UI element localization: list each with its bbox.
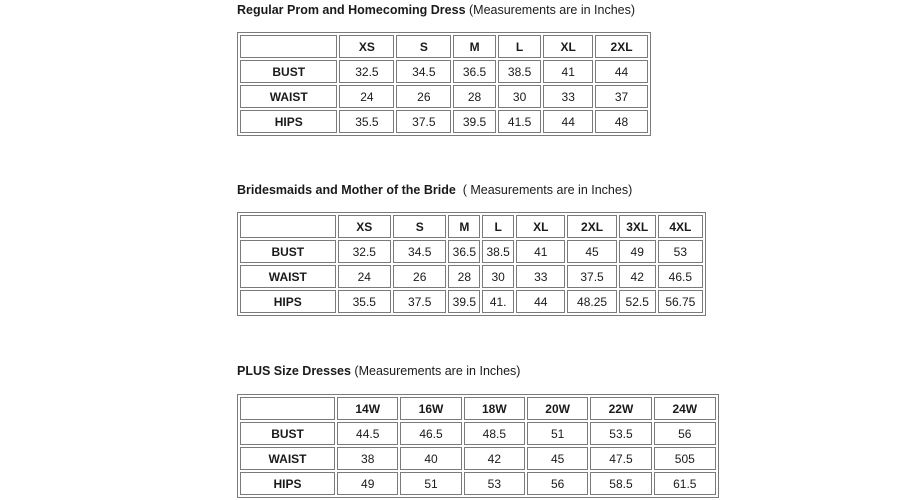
table-cell: 53	[464, 472, 525, 495]
table-row	[240, 85, 648, 108]
table-cell: 61.5	[654, 472, 716, 495]
size-header: XL	[543, 35, 593, 58]
size-header: 18W	[464, 397, 525, 420]
table-cell: 41.5	[498, 110, 542, 133]
size-chart-plus	[237, 394, 719, 498]
corner-cell	[240, 35, 337, 58]
table-cell: 46.5	[658, 265, 703, 288]
size-header: 3XL	[619, 215, 656, 238]
table-cell: 37.5	[567, 265, 616, 288]
table-cell: 58.5	[590, 472, 651, 495]
size-header: M	[453, 35, 496, 58]
table-cell: 36.5	[453, 60, 496, 83]
table-cell: 44	[543, 110, 593, 133]
table-row	[240, 447, 716, 470]
row-label: WAIST	[240, 265, 336, 288]
table-cell: 53	[658, 240, 703, 263]
table-cell: 49	[619, 240, 656, 263]
table-cell: 48.25	[567, 290, 616, 313]
table-cell: 32.5	[338, 240, 391, 263]
table-cell: 48.5	[464, 422, 525, 445]
table-cell: 52.5	[619, 290, 656, 313]
size-header: 24W	[654, 397, 716, 420]
size-header: L	[482, 215, 514, 238]
table-cell: 35.5	[338, 290, 391, 313]
table-cell: 38	[337, 447, 398, 470]
table-cell: 53.5	[590, 422, 651, 445]
row-label: HIPS	[240, 290, 336, 313]
table-cell: 24	[339, 85, 394, 108]
table-cell: 28	[453, 85, 496, 108]
size-header: 20W	[527, 397, 588, 420]
table-row	[240, 422, 716, 445]
table-cell: 32.5	[339, 60, 394, 83]
table-cell: 51	[527, 422, 588, 445]
table-cell: 33	[516, 265, 565, 288]
row-label: HIPS	[240, 110, 337, 133]
table-cell: 39.5	[453, 110, 496, 133]
size-header: 2XL	[567, 215, 616, 238]
size-header-row	[240, 397, 716, 420]
row-label: WAIST	[240, 447, 335, 470]
table-cell: 42	[619, 265, 656, 288]
table-row	[240, 290, 703, 313]
table-row	[240, 110, 648, 133]
table-cell: 56	[654, 422, 716, 445]
table-cell: 35.5	[339, 110, 394, 133]
table-row	[240, 265, 703, 288]
section-title: Regular Prom and Homecoming Dress	[237, 3, 466, 17]
table-row	[240, 472, 716, 495]
table-cell: 30	[498, 85, 542, 108]
table-cell: 51	[400, 472, 461, 495]
table-cell: 44	[595, 60, 648, 83]
section-heading	[237, 182, 632, 198]
table-cell: 38.5	[498, 60, 542, 83]
table-row	[240, 240, 703, 263]
table-cell: 39.5	[448, 290, 480, 313]
size-chart-bridesmaids	[237, 212, 706, 316]
section-plus-size	[237, 363, 520, 379]
corner-cell	[240, 397, 335, 420]
table-cell: 41.	[482, 290, 514, 313]
table-cell: 45	[567, 240, 616, 263]
size-header: S	[396, 35, 451, 58]
table-row	[240, 60, 648, 83]
corner-cell	[240, 215, 336, 238]
table-cell: 46.5	[400, 422, 461, 445]
size-header: XS	[339, 35, 394, 58]
table-cell: 40	[400, 447, 461, 470]
row-label: WAIST	[240, 85, 337, 108]
table-cell: 24	[338, 265, 391, 288]
section-title: PLUS Size Dresses	[237, 364, 351, 378]
table-cell: 44.5	[337, 422, 398, 445]
table-cell: 56	[527, 472, 588, 495]
section-heading	[237, 2, 635, 18]
table-cell: 49	[337, 472, 398, 495]
row-label: HIPS	[240, 472, 335, 495]
size-header-row	[240, 35, 648, 58]
section-title: Bridesmaids and Mother of the Bride	[237, 183, 456, 197]
section-heading	[237, 363, 520, 379]
table-cell: 33	[543, 85, 593, 108]
row-label: BUST	[240, 60, 337, 83]
section-bridesmaids	[237, 182, 632, 198]
size-header-row	[240, 215, 703, 238]
table-cell: 30	[482, 265, 514, 288]
table-cell: 56.75	[658, 290, 703, 313]
table-cell: 26	[396, 85, 451, 108]
table-cell: 37.5	[396, 110, 451, 133]
section-note: ( Measurements are in Inches)	[455, 183, 633, 197]
table-cell: 48	[595, 110, 648, 133]
size-header: 2XL	[595, 35, 648, 58]
section-note: (Measurements are in Inches)	[350, 364, 521, 378]
table-cell: 28	[448, 265, 480, 288]
table-cell: 37.5	[393, 290, 446, 313]
table-cell: 36.5	[448, 240, 480, 263]
row-label: BUST	[240, 240, 336, 263]
table-cell: 38.5	[482, 240, 514, 263]
table-cell: 42	[464, 447, 525, 470]
table-cell: 41	[543, 60, 593, 83]
size-header: S	[393, 215, 446, 238]
table-cell: 45	[527, 447, 588, 470]
table-cell: 44	[516, 290, 565, 313]
table-cell: 34.5	[396, 60, 451, 83]
table-cell: 505	[654, 447, 716, 470]
size-chart-regular	[237, 32, 651, 136]
table-cell: 47.5	[590, 447, 651, 470]
table-cell: 26	[393, 265, 446, 288]
size-header: XS	[338, 215, 391, 238]
table-cell: 41	[516, 240, 565, 263]
size-header: L	[498, 35, 542, 58]
row-label: BUST	[240, 422, 335, 445]
section-note: (Measurements are in Inches)	[465, 3, 636, 17]
table-cell: 34.5	[393, 240, 446, 263]
size-header: 4XL	[658, 215, 703, 238]
size-header: 14W	[337, 397, 398, 420]
table-cell: 37	[595, 85, 648, 108]
size-header: M	[448, 215, 480, 238]
size-header: 22W	[590, 397, 651, 420]
size-header: XL	[516, 215, 565, 238]
size-header: 16W	[400, 397, 461, 420]
